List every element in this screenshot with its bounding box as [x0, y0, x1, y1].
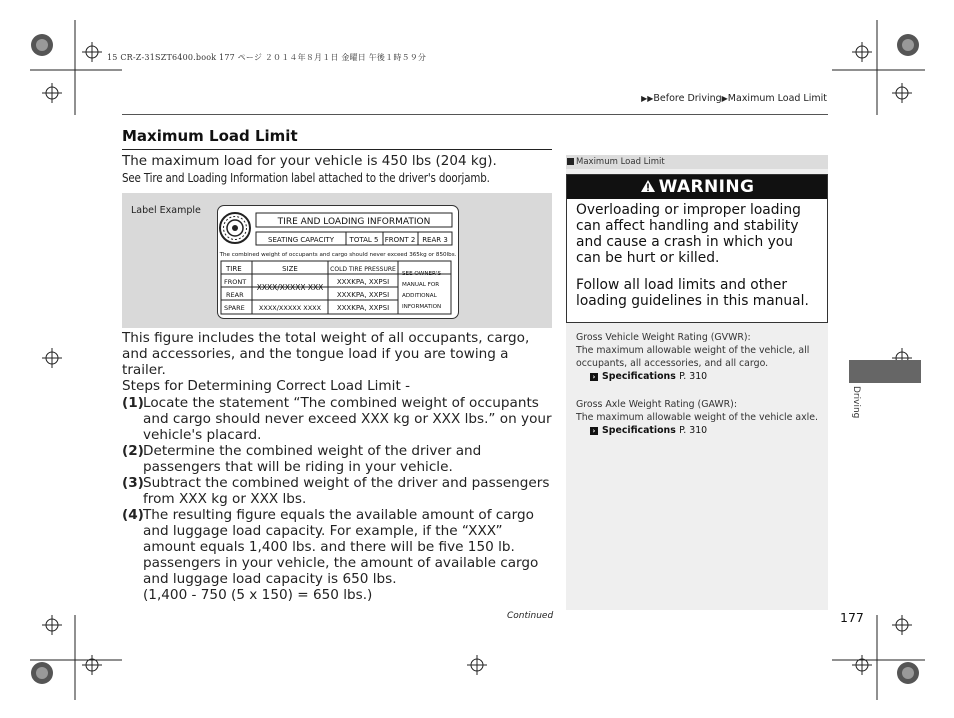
gawr-specifications-link[interactable]	[590, 424, 822, 437]
breadcrumb-item-before-driving[interactable]: Before Driving	[653, 93, 722, 104]
tire-label-title: TIRE AND LOADING INFORMATION	[277, 217, 431, 227]
gawr-note	[576, 398, 822, 437]
label-example-caption: Label Example	[131, 205, 201, 216]
tire-icon	[220, 213, 250, 243]
tire-label-total: TOTAL 5	[349, 236, 379, 244]
gvwr-link-label: Specifications	[602, 371, 676, 382]
sidebar-reference[interactable]	[566, 155, 828, 169]
continued-note: Continued	[507, 611, 554, 621]
step-4-body	[143, 507, 552, 603]
step-text: Subtract the combined weight of the driver and passengers from XXX kg or XXX lbs.	[143, 475, 550, 507]
tire-label-pressure-front: XXXKPA, XXPSI	[336, 278, 390, 286]
gvwr-note	[576, 331, 822, 383]
gvwr-specifications-link[interactable]	[590, 370, 822, 383]
tire-label-row-rear: REAR	[226, 291, 244, 299]
tire-loading-label	[217, 205, 459, 319]
tire-label-see-1: SEE OWNER'S	[402, 271, 442, 277]
gvwr-text: The maximum allowable weight of the vehicle, all occupants, all accessories, and all cargo.	[576, 345, 810, 369]
step-text: Locate the statement “The combined weight of occupants and cargo should never exceed XXX kg or XXX lbs.” on your vehicle's placard.	[143, 395, 552, 443]
link-arrow-icon: ›	[590, 427, 598, 435]
tire-label-size-front-rear: XXXX/XXXXX XXX	[256, 283, 324, 292]
steps-list	[122, 395, 552, 603]
tire-label-drawing	[218, 206, 458, 318]
warning-header	[567, 175, 827, 199]
step-number: (1)	[122, 395, 144, 411]
section-tab-label: Driving	[851, 386, 861, 419]
step-formula: (1,400 - 750 (5 x 150) = 650 lbs.)	[143, 587, 373, 603]
link-arrow-icon: ›	[590, 373, 598, 381]
tire-label-row-front: FRONT	[224, 278, 247, 286]
tire-label-front: FRONT 2	[384, 236, 416, 244]
step-number: (3)	[122, 475, 144, 491]
tire-label-see-4: INFORMATION	[402, 304, 442, 310]
warning-paragraph-2: Follow all load limits and other loading guidelines in this manual.	[576, 277, 809, 309]
step-1	[122, 395, 552, 443]
tire-label-rear: REAR 3	[422, 236, 448, 244]
gvwr-title: Gross Vehicle Weight Rating (GVWR):	[576, 332, 751, 343]
gvwr-link-page: P. 310	[679, 371, 708, 382]
intro-line-1: The maximum load for your vehicle is 450 lbs (204 kg).	[122, 153, 497, 169]
gawr-title: Gross Axle Weight Rating (GAWR):	[576, 399, 737, 410]
sidebar-reference-title: Maximum Load Limit	[576, 157, 665, 167]
file-header: 15 CR-Z-31SZT6400.book 177 ページ ２０１４年８月１日 金曜日 午後１時５９分	[107, 53, 427, 62]
breadcrumb-separator: ▶	[721, 94, 728, 103]
title-rule	[122, 149, 552, 150]
tire-label-size-spare: XXXX/XXXXX XXXX	[258, 304, 322, 312]
tire-label-pressure-spare: XXXKPA, XXPSI	[336, 304, 390, 312]
tire-label-see-3: ADDITIONAL	[402, 293, 437, 299]
breadcrumb-item-maximum-load-limit[interactable]: Maximum Load Limit	[727, 93, 827, 104]
breadcrumb	[641, 93, 827, 104]
step-number: (4)	[122, 507, 144, 523]
tire-label-pressure-rear: XXXKPA, XXPSI	[336, 291, 390, 299]
top-rule	[122, 114, 828, 115]
tire-label-col-tire: TIRE	[226, 265, 242, 273]
body-paragraph-2: Steps for Determining Correct Load Limit -	[122, 378, 411, 394]
tire-label-see-2: MANUAL FOR	[402, 282, 440, 288]
reference-icon	[567, 158, 574, 165]
step-2	[122, 443, 552, 475]
step-number: (2)	[122, 443, 144, 459]
gawr-link-page: P. 310	[679, 425, 708, 436]
warning-paragraph-1: Overloading or improper loading can affect handling and stability and cause a crash in which you can be hurt or killed.	[576, 202, 801, 266]
step-4	[122, 507, 552, 603]
body-text	[122, 330, 554, 394]
section-title: Maximum Load Limit	[122, 127, 298, 145]
page-number: 177	[840, 610, 864, 625]
section-tab[interactable]	[849, 360, 921, 383]
warning-text	[576, 202, 822, 320]
warning-title: WARNING	[658, 177, 755, 197]
tire-label-col-pressure: COLD TIRE PRESSURE	[330, 266, 396, 273]
gawr-text: The maximum allowable weight of the vehicle axle.	[576, 412, 819, 423]
step-3	[122, 475, 552, 507]
step-text: The resulting figure equals the available amount of cargo and luggage load capacity. For example, if the “XXX” amount equals 1,400 lbs. and there will be five 150 lb. passengers in your vehicle, the amount of available cargo and luggage load capacity is 650 lbs.	[143, 507, 539, 587]
warning-triangle-icon	[640, 179, 656, 193]
intro-line-2: See Tire and Loading Information label attached to the driver's doorjamb.	[122, 171, 490, 185]
tire-label-combined-weight: The combined weight of occupants and cargo should never exceed 365kg or 850lbs.	[219, 252, 457, 258]
body-paragraph-1: This figure includes the total weight of all occupants, cargo, and accessories, and the tongue load if you are towing a trailer.	[122, 330, 530, 378]
breadcrumb-prefix: ▶▶	[641, 94, 654, 103]
tire-label-seating: SEATING CAPACITY	[268, 236, 334, 244]
step-text: Determine the combined weight of the driver and passengers that will be riding in your vehicle.	[143, 443, 482, 475]
tire-label-row-spare: SPARE	[224, 304, 245, 312]
tire-label-col-size: SIZE	[282, 265, 298, 273]
gawr-link-label: Specifications	[602, 425, 676, 436]
